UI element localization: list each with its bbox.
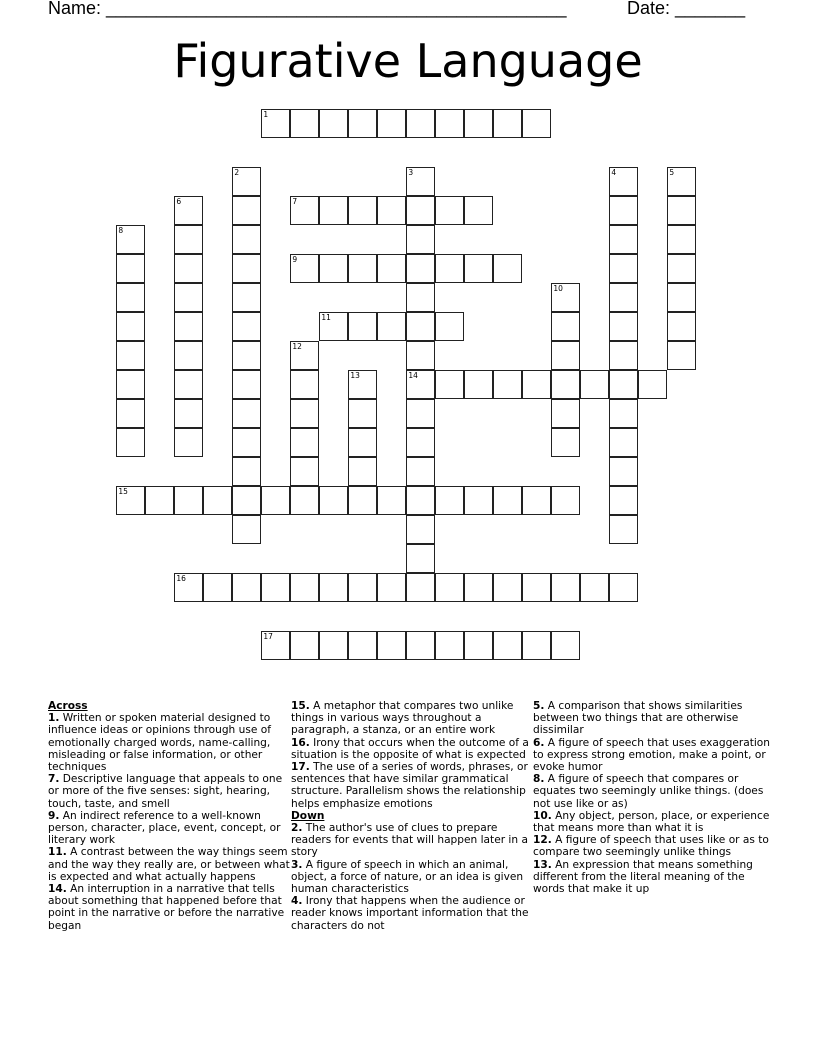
grid-cell[interactable] <box>406 544 435 573</box>
grid-cell[interactable] <box>638 370 667 399</box>
clue-number: 7 <box>292 197 298 207</box>
grid-cell[interactable] <box>609 283 638 312</box>
grid-cell[interactable] <box>580 370 609 399</box>
grid-cell[interactable] <box>232 573 261 602</box>
grid-cell[interactable] <box>319 109 348 138</box>
grid-cell[interactable] <box>464 196 493 225</box>
clue-down <box>533 700 778 737</box>
clue-text: Irony that occurs when the outcome of a situation is the opposite of what is expected <box>291 736 529 761</box>
clue-number: 15 <box>118 487 128 497</box>
grid-cell[interactable] <box>348 573 377 602</box>
grid-cell[interactable] <box>493 109 522 138</box>
grid-cell[interactable] <box>493 370 522 399</box>
grid-cell[interactable] <box>435 254 464 283</box>
grid-cell[interactable] <box>406 631 435 660</box>
grid-cell[interactable] <box>348 254 377 283</box>
grid-cell[interactable] <box>174 225 203 254</box>
clue-num: 5. <box>533 700 545 712</box>
grid-cell[interactable] <box>290 428 319 457</box>
date-line[interactable]: _______ <box>675 0 746 18</box>
grid-cell[interactable] <box>609 399 638 428</box>
name-label: Name: <box>48 0 107 18</box>
grid-cell[interactable] <box>174 486 203 515</box>
grid-cell[interactable] <box>551 486 580 515</box>
clue-num: 4. <box>291 895 303 908</box>
clue-text: An indirect reference to a well-known person, character, place, event, concept, or literary work <box>48 809 281 847</box>
clue-text: A figure of speech that compares or equates two seemingly unlike things. (does not use like or as) <box>533 773 764 810</box>
grid-cell[interactable] <box>493 631 522 660</box>
grid-cell[interactable] <box>435 109 464 138</box>
grid-cell[interactable] <box>290 109 319 138</box>
grid-cell[interactable] <box>406 486 435 515</box>
grid-cell[interactable] <box>290 486 319 515</box>
clue-number: 13 <box>350 371 360 381</box>
name-line[interactable]: ______________________________________________ <box>106 0 567 18</box>
grid-cell[interactable] <box>464 370 493 399</box>
clue-num: 2. <box>291 822 303 835</box>
grid-cell[interactable] <box>174 399 203 428</box>
grid-cell[interactable] <box>667 167 696 196</box>
grid-cell[interactable] <box>116 399 145 428</box>
clue-text: Any object, person, place, or experience that means more than what it is <box>533 809 770 835</box>
grid-cell[interactable] <box>232 457 261 486</box>
clue-number: 4 <box>611 168 617 178</box>
grid-cell[interactable] <box>551 631 580 660</box>
grid-cell[interactable] <box>174 428 203 457</box>
grid-cell[interactable] <box>174 312 203 341</box>
grid-cell[interactable] <box>522 486 551 515</box>
grid-cell[interactable] <box>464 109 493 138</box>
clue-down <box>533 773 778 810</box>
clue-num: 10. <box>533 809 552 822</box>
grid-cell[interactable] <box>406 254 435 283</box>
grid-cell[interactable] <box>348 457 377 486</box>
grid-cell[interactable] <box>116 486 145 515</box>
grid-cell[interactable] <box>406 370 435 399</box>
grid-cell[interactable] <box>406 283 435 312</box>
grid-cell[interactable] <box>290 399 319 428</box>
grid-cell[interactable] <box>406 399 435 428</box>
grid-cell[interactable] <box>609 341 638 370</box>
grid-cell[interactable] <box>232 196 261 225</box>
grid-cell[interactable] <box>116 341 145 370</box>
date-label: Date: <box>627 0 676 18</box>
grid-cell[interactable] <box>609 457 638 486</box>
grid-cell[interactable] <box>522 109 551 138</box>
grid-cell[interactable] <box>232 399 261 428</box>
grid-cell[interactable] <box>348 109 377 138</box>
clue-down <box>291 895 536 932</box>
clues-column-2 <box>291 700 536 932</box>
clue-down <box>533 834 778 858</box>
clue-down <box>291 822 536 859</box>
grid-cell[interactable] <box>232 312 261 341</box>
clue-text: A figure of speech in which an animal, object, a force of nature, or an idea is given human characteristics <box>291 858 524 896</box>
clue-down <box>533 810 778 834</box>
grid-cell[interactable] <box>609 196 638 225</box>
grid-cell[interactable] <box>667 341 696 370</box>
clue-number: 9 <box>292 255 298 265</box>
clue-number: 1 <box>263 110 269 120</box>
grid-cell[interactable] <box>609 312 638 341</box>
grid-cell[interactable] <box>406 225 435 254</box>
grid-cell[interactable] <box>435 370 464 399</box>
clue-text: A contrast between the way things seem and the way they really are, or between what is expected and what actually happens <box>48 846 290 883</box>
grid-cell[interactable] <box>174 341 203 370</box>
clue-across <box>291 700 536 737</box>
name-field[interactable] <box>48 0 567 19</box>
clue-text: The author's use of clues to prepare readers for events that will happen later in a story <box>291 822 528 859</box>
grid-cell[interactable] <box>232 225 261 254</box>
grid-cell[interactable] <box>667 225 696 254</box>
grid-cell[interactable] <box>406 457 435 486</box>
grid-cell[interactable] <box>406 167 435 196</box>
grid-cell[interactable] <box>261 573 290 602</box>
grid-cell[interactable] <box>406 573 435 602</box>
down-heading: Down <box>291 809 325 822</box>
grid-cell[interactable] <box>348 312 377 341</box>
grid-cell[interactable] <box>609 167 638 196</box>
grid-cell[interactable] <box>232 341 261 370</box>
grid-cell[interactable] <box>493 573 522 602</box>
clue-down <box>533 737 778 774</box>
grid-cell[interactable] <box>522 573 551 602</box>
grid-cell[interactable] <box>493 254 522 283</box>
clue-number: 16 <box>176 574 186 584</box>
clue-across <box>48 773 293 810</box>
grid-cell[interactable] <box>290 370 319 399</box>
clue-num: 17. <box>291 761 310 774</box>
grid-cell[interactable] <box>319 196 348 225</box>
grid-cell[interactable] <box>551 399 580 428</box>
clue-number: 17 <box>263 632 273 642</box>
clue-number: 11 <box>321 313 331 323</box>
clue-num: 14. <box>48 883 67 896</box>
grid-cell[interactable] <box>609 225 638 254</box>
grid-cell[interactable] <box>348 196 377 225</box>
date-field[interactable] <box>627 0 745 19</box>
grid-cell[interactable] <box>435 312 464 341</box>
clue-num: 16. <box>291 736 310 749</box>
clue-num: 1. <box>48 712 60 725</box>
grid-cell[interactable] <box>348 370 377 399</box>
grid-cell[interactable] <box>174 196 203 225</box>
clue-number: 2 <box>234 168 240 178</box>
grid-cell[interactable] <box>609 428 638 457</box>
grid-cell[interactable] <box>203 573 232 602</box>
grid-cell[interactable] <box>377 312 406 341</box>
clue-number: 14 <box>408 371 418 381</box>
clue-text: A figure of speech that uses exaggeration to express strong emotion, make a point, or evoke humor <box>533 736 770 774</box>
clue-down <box>291 859 536 896</box>
clue-number: 6 <box>176 197 182 207</box>
grid-cell[interactable] <box>116 254 145 283</box>
grid-cell[interactable] <box>377 254 406 283</box>
grid-cell[interactable] <box>319 312 348 341</box>
grid-cell[interactable] <box>435 196 464 225</box>
grid-cell[interactable] <box>609 486 638 515</box>
grid-cell[interactable] <box>551 573 580 602</box>
clue-text: A figure of speech that uses like or as to compare two seemingly unlike things <box>533 834 769 859</box>
clue-text: A metaphor that compares two unlike things in various ways throughout a paragraph, a stanza, or an entire work <box>291 700 514 737</box>
grid-cell[interactable] <box>319 631 348 660</box>
grid-cell[interactable] <box>406 515 435 544</box>
grid-cell[interactable] <box>290 341 319 370</box>
grid-cell[interactable] <box>290 631 319 660</box>
grid-cell[interactable] <box>261 486 290 515</box>
grid-cell[interactable] <box>609 515 638 544</box>
clue-text: Irony that happens when the audience or reader knows important information that the characters do not <box>291 895 529 932</box>
grid-cell[interactable] <box>406 196 435 225</box>
grid-cell[interactable] <box>174 573 203 602</box>
clue-num: 6. <box>533 736 545 749</box>
clue-text: An interruption in a narrative that tells about something that happened before that point in the narrative or before the narrative began <box>48 883 285 932</box>
grid-cell[interactable] <box>551 283 580 312</box>
grid-cell[interactable] <box>174 254 203 283</box>
grid-cell[interactable] <box>522 631 551 660</box>
grid-cell[interactable] <box>406 428 435 457</box>
grid-cell[interactable] <box>261 109 290 138</box>
clue-number: 5 <box>669 168 675 178</box>
grid-cell[interactable] <box>580 573 609 602</box>
grid-cell[interactable] <box>667 196 696 225</box>
grid-cell[interactable] <box>377 109 406 138</box>
grid-cell[interactable] <box>377 573 406 602</box>
grid-cell[interactable] <box>406 109 435 138</box>
across-heading: Across <box>48 700 88 712</box>
grid-cell[interactable] <box>116 428 145 457</box>
clue-num: 12. <box>533 834 552 847</box>
grid-cell[interactable] <box>435 573 464 602</box>
grid-cell[interactable] <box>609 370 638 399</box>
clue-text: Written or spoken material designed to influence ideas or opinions through use of emotionally charged words, name-calling, misleading or false information, or other techniques <box>48 712 271 774</box>
grid-cell[interactable] <box>551 312 580 341</box>
grid-cell[interactable] <box>667 254 696 283</box>
grid-cell[interactable] <box>493 486 522 515</box>
clue-across <box>291 761 536 810</box>
grid-cell[interactable] <box>435 631 464 660</box>
clue-number: 10 <box>553 284 563 294</box>
grid-cell[interactable] <box>348 428 377 457</box>
grid-cell[interactable] <box>377 631 406 660</box>
clue-num: 3. <box>291 858 303 871</box>
clue-num: 7. <box>48 773 60 786</box>
grid-cell[interactable] <box>290 196 319 225</box>
clue-num: 9. <box>48 809 60 822</box>
grid-cell[interactable] <box>174 370 203 399</box>
clues-column-3 <box>533 700 778 895</box>
grid-cell[interactable] <box>116 312 145 341</box>
clue-num: 13. <box>533 858 552 871</box>
grid-cell[interactable] <box>377 486 406 515</box>
clue-across <box>48 810 293 847</box>
grid-cell[interactable] <box>232 515 261 544</box>
grid-cell[interactable] <box>609 254 638 283</box>
grid-cell[interactable] <box>319 486 348 515</box>
clue-text: A comparison that shows similarities between two things that are otherwise dissimilar <box>533 700 743 737</box>
grid-cell[interactable] <box>406 341 435 370</box>
grid-cell[interactable] <box>464 254 493 283</box>
grid-cell[interactable] <box>232 428 261 457</box>
grid-cell[interactable] <box>290 573 319 602</box>
grid-cell[interactable] <box>203 486 232 515</box>
grid-cell[interactable] <box>232 370 261 399</box>
grid-cell[interactable] <box>464 573 493 602</box>
grid-cell[interactable] <box>667 283 696 312</box>
grid-cell[interactable] <box>609 573 638 602</box>
grid-cell[interactable] <box>261 631 290 660</box>
grid-cell[interactable] <box>116 225 145 254</box>
clue-num: 11. <box>48 846 67 859</box>
grid-cell[interactable] <box>667 312 696 341</box>
grid-cell[interactable] <box>435 486 464 515</box>
clue-num: 8. <box>533 773 545 786</box>
grid-cell[interactable] <box>348 631 377 660</box>
grid-cell[interactable] <box>232 167 261 196</box>
clue-across <box>48 846 293 883</box>
clue-number: 3 <box>408 168 414 178</box>
grid-cell[interactable] <box>232 254 261 283</box>
clue-across <box>291 737 536 761</box>
grid-cell[interactable] <box>522 370 551 399</box>
clue-text: Descriptive language that appeals to one or more of the five senses: sight, hearing, touch, taste, and smell <box>48 773 283 810</box>
grid-cell[interactable] <box>348 486 377 515</box>
clue-text: An expression that means something different from the literal meaning of the words that make it up <box>533 858 753 896</box>
grid-cell[interactable] <box>174 283 203 312</box>
clue-across <box>48 712 293 773</box>
grid-cell[interactable] <box>319 254 348 283</box>
grid-cell[interactable] <box>377 196 406 225</box>
grid-cell[interactable] <box>319 573 348 602</box>
grid-cell[interactable] <box>551 370 580 399</box>
grid-cell[interactable] <box>551 341 580 370</box>
clue-across <box>48 883 293 932</box>
grid-cell[interactable] <box>348 399 377 428</box>
grid-cell[interactable] <box>551 428 580 457</box>
clue-down <box>533 859 778 896</box>
clue-text: The use of a series of words, phrases, or sentences that have similar grammatical structure. Parallelism shows the relationship helps emphasize emotions <box>291 761 528 810</box>
grid-cell[interactable] <box>116 283 145 312</box>
grid-cell[interactable] <box>290 254 319 283</box>
grid-cell[interactable] <box>464 631 493 660</box>
clues-column-1 <box>48 700 293 932</box>
grid-cell[interactable] <box>145 486 174 515</box>
clue-number: 8 <box>118 226 124 236</box>
clue-number: 12 <box>292 342 302 352</box>
page-title: Figurative Language <box>173 34 643 88</box>
grid-cell[interactable] <box>290 457 319 486</box>
grid-cell[interactable] <box>232 283 261 312</box>
grid-cell[interactable] <box>406 312 435 341</box>
grid-cell[interactable] <box>464 486 493 515</box>
grid-cell[interactable] <box>116 370 145 399</box>
grid-cell[interactable] <box>232 486 261 515</box>
clue-num: 15. <box>291 700 310 712</box>
